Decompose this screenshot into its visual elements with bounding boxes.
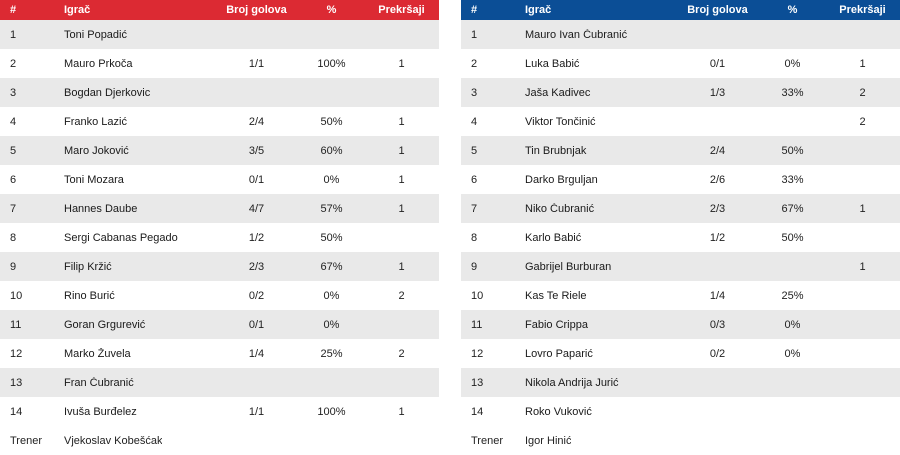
player-goals: 1/2	[709, 231, 726, 244]
player-number: 2	[10, 57, 17, 70]
player-goals: 2/6	[709, 173, 726, 186]
player-pct: 100%	[317, 57, 346, 70]
player-number: 7	[10, 202, 17, 215]
player-number: 12	[471, 347, 484, 360]
header-goals: Broj golova	[226, 4, 287, 16]
player-number: 2	[471, 57, 478, 70]
player-name: Darko Brguljan	[525, 173, 598, 186]
home-table-header	[0, 0, 439, 20]
table-row	[461, 368, 900, 397]
table-row	[0, 49, 439, 78]
table-row	[461, 49, 900, 78]
player-name: Tin Brubnjak	[525, 144, 587, 157]
player-name: Luka Babić	[525, 57, 580, 70]
table-row	[0, 78, 439, 107]
player-fouls: 1	[859, 57, 866, 70]
player-number: 5	[10, 144, 17, 157]
player-fouls: 1	[398, 260, 405, 273]
player-number: 3	[471, 86, 478, 99]
table-row	[0, 136, 439, 165]
player-pct: 0%	[323, 289, 340, 302]
player-number: 11	[471, 318, 483, 331]
player-number: 9	[471, 260, 478, 273]
player-name: Lovro Paparić	[525, 347, 593, 360]
player-fouls: 1	[398, 115, 405, 128]
header-fouls: Prekršaji	[378, 4, 425, 16]
player-number: 13	[10, 376, 23, 389]
table-row	[0, 368, 439, 397]
player-pct: 0%	[784, 57, 801, 70]
player-name: Toni Popadić	[64, 28, 127, 41]
player-goals: 0/3	[709, 318, 726, 331]
player-name: Jaša Kadivec	[525, 86, 591, 99]
player-goals: 0/2	[248, 289, 265, 302]
player-goals: 3/5	[248, 144, 265, 157]
header-pct: %	[787, 4, 798, 16]
player-goals: 0/1	[248, 173, 265, 186]
player-goals: 4/7	[248, 202, 265, 215]
header-pct: %	[326, 4, 337, 16]
player-name: Toni Mozara	[64, 173, 124, 186]
table-row	[0, 397, 439, 426]
player-name: Karlo Babić	[525, 231, 582, 244]
table-row	[0, 339, 439, 368]
table-row	[461, 310, 900, 339]
player-name: Rino Burić	[64, 289, 115, 302]
player-name: Niko Čubranić	[525, 202, 595, 215]
player-goals: 2/4	[248, 115, 265, 128]
table-row	[0, 281, 439, 310]
player-goals: 1/1	[248, 405, 265, 418]
player-name: Goran Grgurević	[64, 318, 146, 331]
player-number: 3	[10, 86, 17, 99]
player-goals: 1/3	[709, 86, 726, 99]
player-name: Franko Lazić	[64, 115, 127, 128]
table-row	[461, 165, 900, 194]
table-row	[461, 194, 900, 223]
player-fouls: 1	[398, 202, 405, 215]
coach-label: Trener	[10, 434, 42, 447]
table-row	[461, 223, 900, 252]
player-pct: 100%	[317, 405, 346, 418]
player-fouls: 1	[859, 260, 866, 273]
table-row	[461, 78, 900, 107]
player-pct: 57%	[320, 202, 343, 215]
table-row	[461, 252, 900, 281]
player-number: 4	[471, 115, 478, 128]
table-row	[461, 136, 900, 165]
player-number: 14	[471, 405, 484, 418]
away-team-table	[461, 0, 900, 455]
home-coach-row	[0, 426, 439, 455]
player-pct: 33%	[781, 173, 804, 186]
player-number: 10	[10, 289, 23, 302]
player-pct: 0%	[323, 173, 340, 186]
player-pct: 67%	[781, 202, 804, 215]
table-row	[0, 165, 439, 194]
table-row	[0, 310, 439, 339]
player-pct: 67%	[320, 260, 343, 273]
table-row	[0, 194, 439, 223]
player-name: Gabrijel Burburan	[525, 260, 612, 273]
player-pct: 0%	[784, 347, 801, 360]
player-goals: 0/1	[248, 318, 265, 331]
header-num: #	[471, 4, 478, 16]
player-name: Mauro Prkoča	[64, 57, 133, 70]
player-fouls: 2	[859, 86, 866, 99]
header-fouls: Prekršaji	[839, 4, 886, 16]
player-number: 10	[471, 289, 484, 302]
player-name: Sergi Cabanas Pegado	[64, 231, 178, 244]
player-name: Bogdan Djerkovic	[64, 86, 151, 99]
player-goals: 0/1	[709, 57, 726, 70]
player-number: 6	[10, 173, 17, 186]
player-name: Filip Kržić	[64, 260, 112, 273]
player-name: Hannes Daube	[64, 202, 138, 215]
away-player-list	[461, 20, 900, 426]
away-table-header	[461, 0, 900, 20]
player-goals: 1/1	[248, 57, 265, 70]
player-pct: 25%	[320, 347, 343, 360]
table-row	[461, 20, 900, 49]
player-goals: 1/4	[709, 289, 726, 302]
player-pct: 50%	[781, 144, 804, 157]
player-name: Fabio Crippa	[525, 318, 588, 331]
player-goals: 0/2	[709, 347, 726, 360]
player-pct: 25%	[781, 289, 804, 302]
player-pct: 50%	[320, 115, 343, 128]
player-fouls: 1	[398, 57, 405, 70]
player-fouls: 1	[398, 144, 405, 157]
player-name: Ivuša Burđelez	[64, 405, 137, 418]
player-number: 4	[10, 115, 17, 128]
header-num: #	[10, 4, 17, 16]
table-row	[0, 252, 439, 281]
player-pct: 50%	[781, 231, 804, 244]
player-pct: 0%	[784, 318, 801, 331]
player-fouls: 1	[398, 405, 405, 418]
table-row	[461, 339, 900, 368]
coach-label: Trener	[471, 434, 503, 447]
player-goals: 2/3	[248, 260, 265, 273]
player-number: 9	[10, 260, 17, 273]
home-player-list	[0, 20, 439, 426]
player-pct: 33%	[781, 86, 804, 99]
player-pct: 50%	[320, 231, 343, 244]
player-fouls: 2	[859, 115, 866, 128]
table-row	[461, 281, 900, 310]
player-number: 1	[471, 28, 478, 41]
player-name: Kas Te Riele	[525, 289, 587, 302]
table-row	[461, 397, 900, 426]
player-name: Roko Vuković	[525, 405, 592, 418]
player-pct: 0%	[323, 318, 340, 331]
header-player: Igrač	[525, 4, 552, 16]
player-number: 12	[10, 347, 23, 360]
coach-name: Vjekoslav Kobešćak	[64, 434, 163, 447]
table-row	[0, 107, 439, 136]
player-fouls: 1	[398, 173, 405, 186]
player-number: 11	[10, 318, 22, 331]
player-goals: 1/2	[248, 231, 265, 244]
player-pct: 60%	[320, 144, 343, 157]
table-row	[461, 107, 900, 136]
player-number: 6	[471, 173, 478, 186]
away-coach-row	[461, 426, 900, 455]
coach-name: Igor Hinić	[525, 434, 572, 447]
player-goals: 1/4	[248, 347, 265, 360]
player-name: Maro Joković	[64, 144, 129, 157]
player-number: 13	[471, 376, 484, 389]
player-fouls: 1	[859, 202, 866, 215]
player-fouls: 2	[398, 347, 405, 360]
player-number: 8	[471, 231, 478, 244]
player-goals: 2/3	[709, 202, 726, 215]
player-number: 1	[10, 28, 17, 41]
header-goals: Broj golova	[687, 4, 748, 16]
player-goals: 2/4	[709, 144, 726, 157]
player-number: 8	[10, 231, 17, 244]
header-player: Igrač	[64, 4, 91, 16]
home-team-table	[0, 0, 439, 455]
player-name: Nikola Andrija Jurić	[525, 376, 619, 389]
player-number: 14	[10, 405, 23, 418]
player-fouls: 2	[398, 289, 405, 302]
table-row	[0, 223, 439, 252]
player-name: Viktor Tončinić	[525, 115, 596, 128]
player-name: Fran Čubranić	[64, 376, 134, 389]
player-name: Marko Žuvela	[64, 347, 131, 360]
player-number: 5	[471, 144, 478, 157]
player-name: Mauro Ivan Čubranić	[525, 28, 628, 41]
player-number: 7	[471, 202, 478, 215]
table-row	[0, 20, 439, 49]
